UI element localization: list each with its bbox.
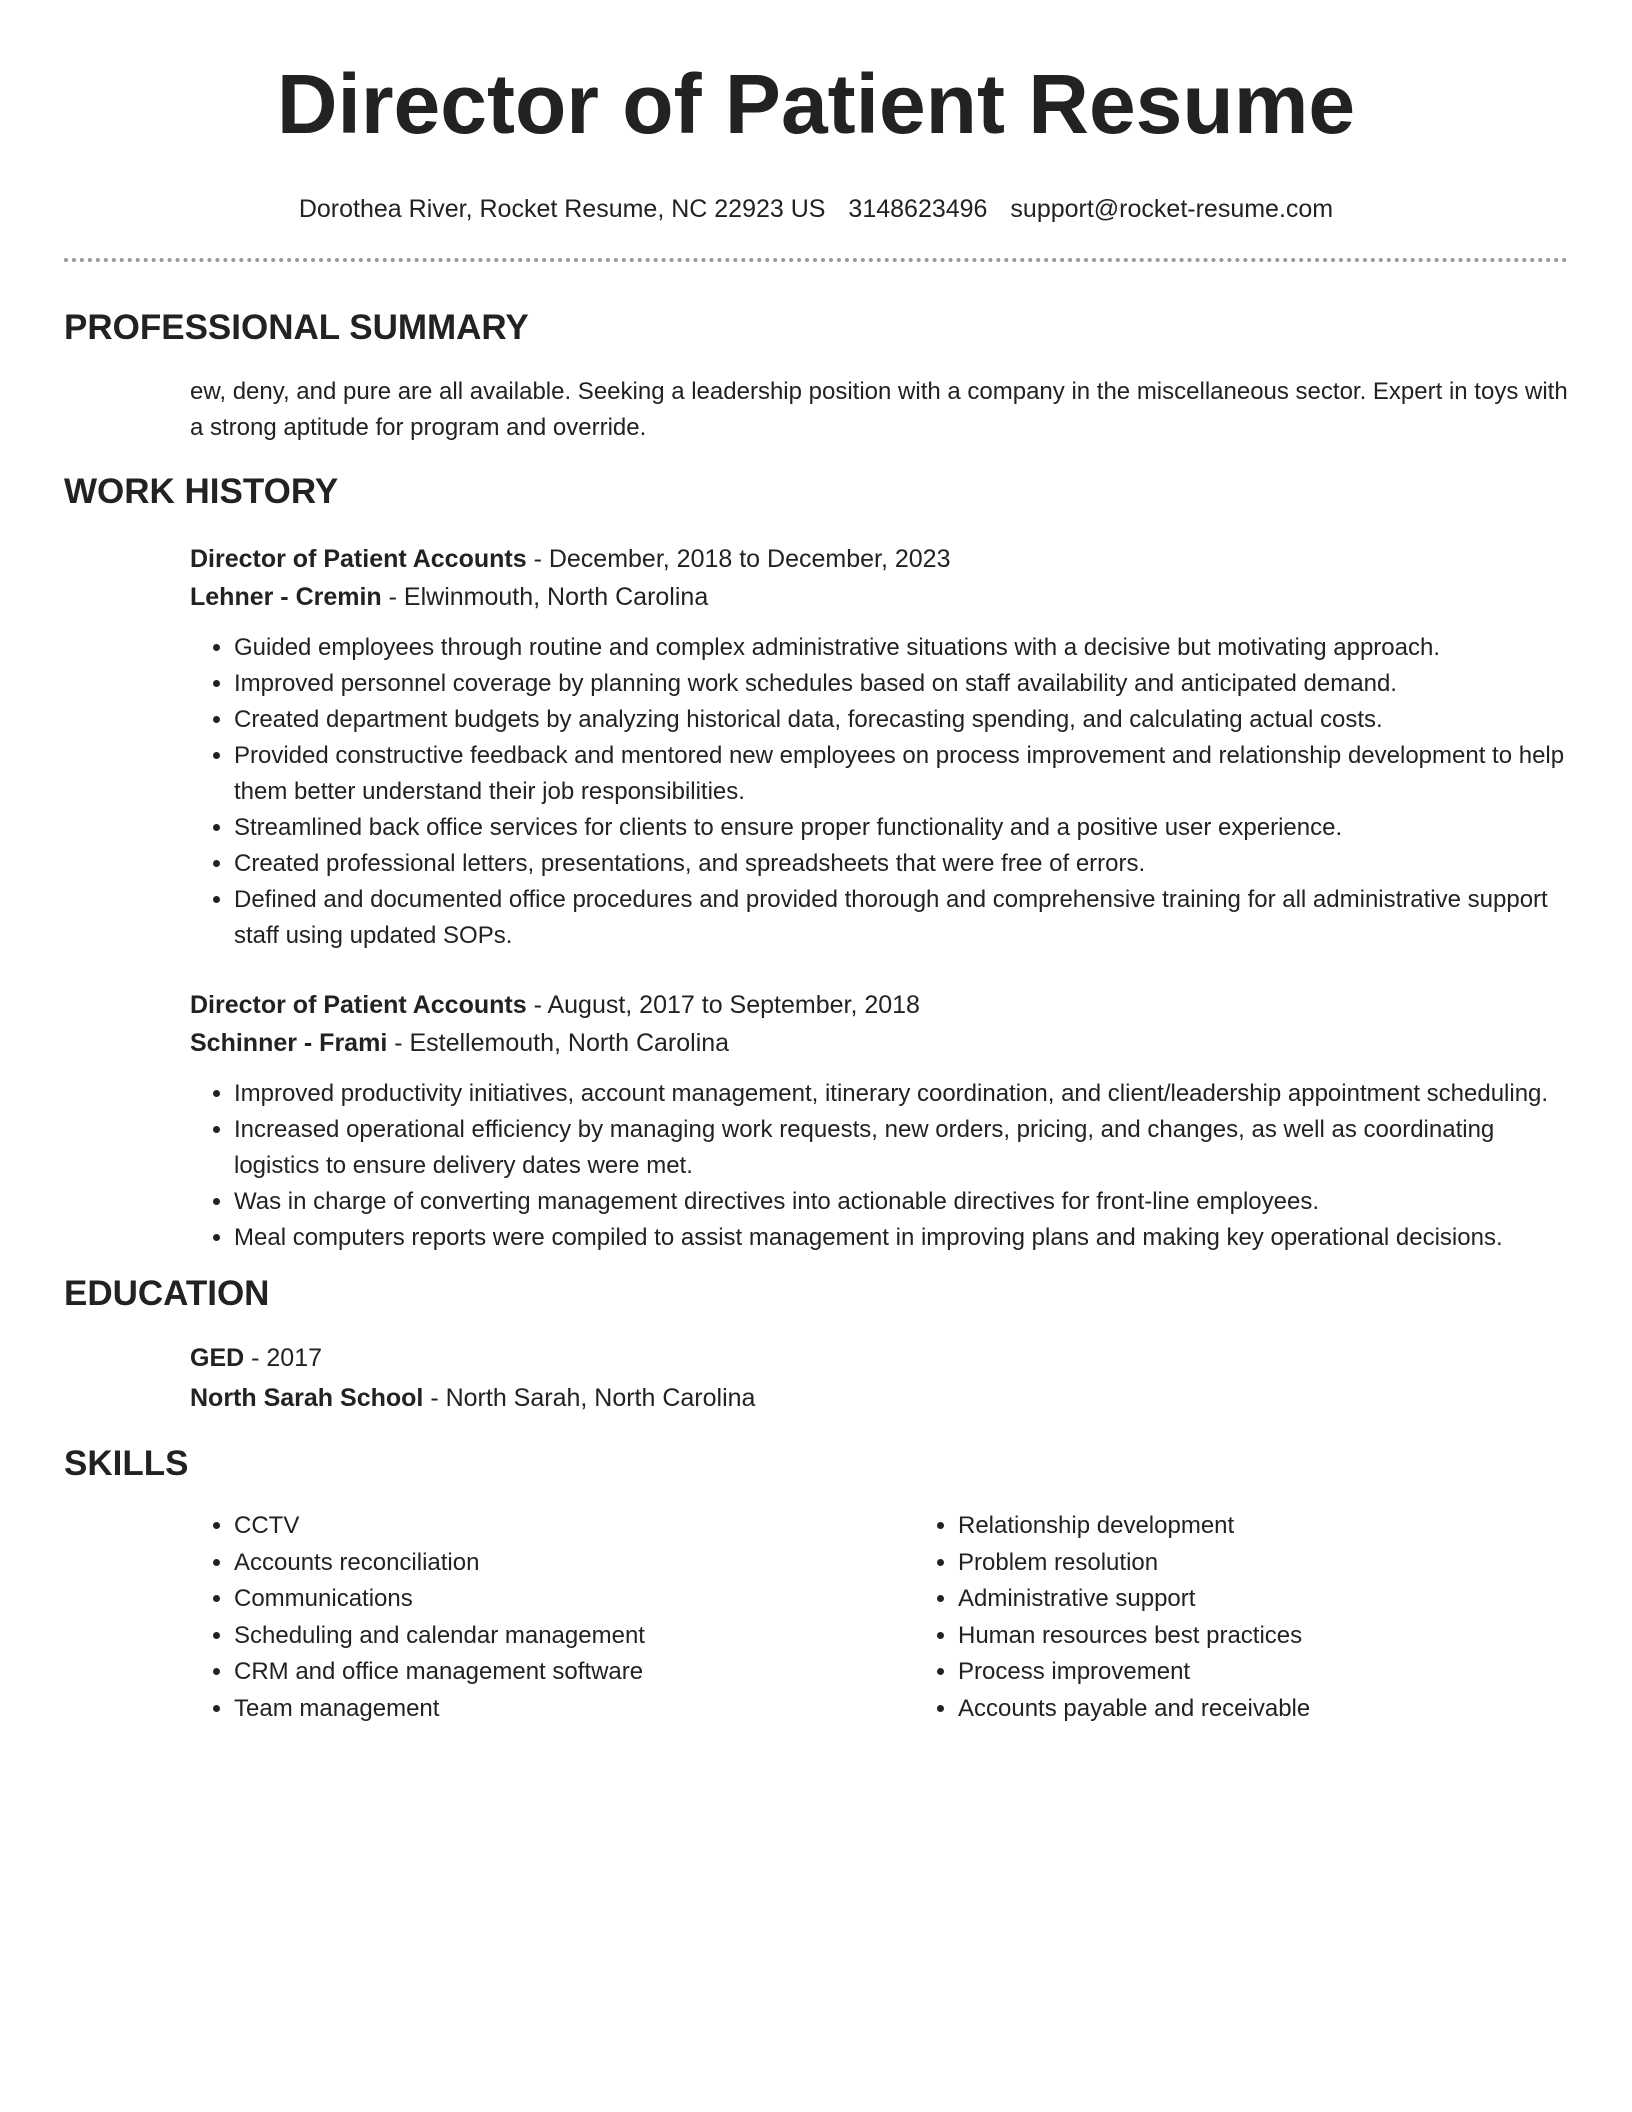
skill-item: • Scheduling and calendar management [234,1618,914,1655]
job-dates: - December, 2018 to December, 2023 [526,545,951,573]
job-company-line [190,578,1568,616]
list-item: • Defined and documented office procedures and provided thorough and comprehensive training for all administrative support staff using updated SOPs. [234,882,1568,954]
skills-heading: SKILLS [64,1444,189,1483]
skill-item: • Communications [234,1581,914,1618]
degree-year: - 2017 [244,1344,323,1372]
skill-item: • Administrative support [958,1581,1310,1618]
job-entry-1 [190,540,1568,954]
contact-address: Dorothea River, Rocket Resume, NC 22923 US [298,195,826,223]
resume-title: Director of Patient Resume [276,57,1356,151]
job-bullets [190,1076,1568,1256]
skill-item: • Team management [234,1691,914,1728]
skill-item: • Accounts reconciliation [234,1545,914,1582]
list-item: • Increased operational efficiency by managing work requests, new orders, pricing, and changes, as well as coordinating logistics to ensure delivery dates were met. [234,1112,1568,1184]
list-item: • Was in charge of converting management directives into actionable directives for front-line employees. [234,1184,1568,1220]
contact-line [64,194,1568,224]
education-entry [190,1338,1568,1418]
skill-item: • Relationship development [958,1508,1310,1545]
job-role: Director of Patient Accounts [190,545,527,573]
skills-column-1 [190,1508,914,1727]
work-history-heading: WORK HISTORY [64,472,339,511]
list-item: • Meal computers reports were compiled to assist management in improving plans and making key operational decisions. [234,1220,1568,1256]
summary-heading: PROFESSIONAL SUMMARY [64,308,529,347]
list-item: • Streamlined back office services for clients to ensure proper functionality and a positive user experience. [234,810,1568,846]
job-title-line [190,986,1568,1024]
list-item: • Guided employees through routine and complex administrative situations with a decisive but motivating approach. [234,630,1568,666]
degree: GED [190,1344,245,1372]
job-company: Lehner - Cremin [190,583,382,611]
job-role: Director of Patient Accounts [190,991,527,1019]
job-entry-2 [190,986,1568,1256]
skill-item: • CCTV [234,1508,914,1545]
list-item: • Improved productivity initiatives, account management, itinerary coordination, and client/leadership appointment scheduling. [234,1076,1568,1112]
school-location: - North Sarah, North Carolina [423,1384,756,1412]
skills-column-2 [914,1508,1310,1727]
job-company-line [190,1024,1568,1062]
education-heading: EDUCATION [64,1274,270,1313]
school-name: North Sarah School [190,1384,424,1412]
school-line [190,1378,1568,1418]
list-item: • Provided constructive feedback and mentored new employees on process improvement and relationship development to help them better understand their job responsibilities. [234,738,1568,810]
list-item: • Created professional letters, presentations, and spreadsheets that were free of errors. [234,846,1568,882]
skill-item: • CRM and office management software [234,1654,914,1691]
job-title-line [190,540,1568,578]
job-location: - Elwinmouth, North Carolina [381,583,709,611]
header-divider [64,258,1568,262]
job-company: Schinner - Frami [190,1029,388,1057]
job-dates: - August, 2017 to September, 2018 [526,991,920,1019]
job-location: - Estellemouth, North Carolina [387,1029,730,1057]
skill-item: • Problem resolution [958,1545,1310,1582]
job-bullets [190,630,1568,954]
skill-item: • Human resources best practices [958,1618,1310,1655]
skill-item: • Process improvement [958,1654,1310,1691]
contact-email: support@rocket-resume.com [1010,195,1334,223]
skills-grid [190,1508,1568,1727]
skill-item: • Accounts payable and receivable [958,1691,1310,1728]
degree-line [190,1338,1568,1378]
list-item: • Improved personnel coverage by planning work schedules based on staff availability and anticipated demand. [234,666,1568,702]
contact-phone: 3148623496 [848,195,988,223]
summary-text: ew, deny, and pure are all available. Seeking a leadership position with a company in the miscellaneous sector. Expert in toys with a strong aptitude for program and override. [190,378,1568,441]
list-item: • Created department budgets by analyzing historical data, forecasting spending, and calculating actual costs. [234,702,1568,738]
